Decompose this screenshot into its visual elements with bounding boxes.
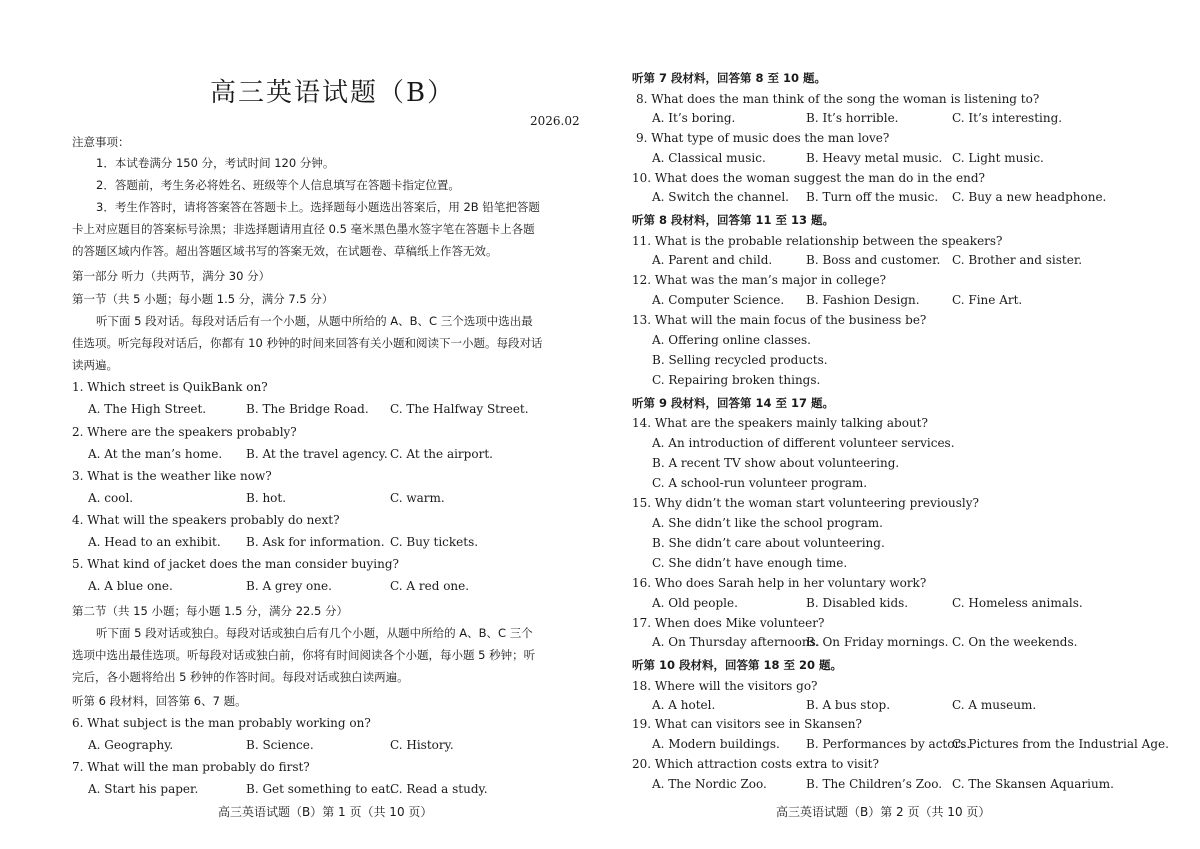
- material-10-heading: 听第 10 段材料，回答第 18 至 20 题。: [632, 658, 843, 672]
- q16-option-a: A. Old people.: [652, 596, 738, 610]
- q8-option-c: C. It’s interesting.: [952, 111, 1063, 125]
- section2-intro-1: 听下面 5 段对话或独白。每段对话或独白后有几个小题，从题中所给的 A、B、C 三个: [96, 626, 533, 640]
- q5-option-a: A. A blue one.: [88, 579, 173, 593]
- q9-option-a: A. Classical music.: [652, 151, 766, 165]
- material-7-heading: 听第 7 段材料，回答第 8 至 10 题。: [632, 71, 827, 85]
- q18-option-b: B. A bus stop.: [806, 698, 891, 712]
- q2-option-a: A. At the man’s home.: [88, 447, 223, 461]
- q1-option-b: B. The Bridge Road.: [246, 402, 369, 416]
- question-17: 17. When does Mike volunteer?: [632, 616, 825, 630]
- q3-option-a: A. cool.: [88, 491, 134, 505]
- material-6-heading: 听第 6 段材料，回答第 6、7 题。: [72, 694, 247, 708]
- q20-option-b: B. The Children’s Zoo.: [806, 777, 943, 791]
- q10-option-a: A. Switch the channel.: [652, 190, 789, 204]
- q17-option-b: B. On Friday mornings.: [806, 635, 949, 649]
- q18-option-a: A. A hotel.: [652, 698, 716, 712]
- question-16: 16. Who does Sarah help in her voluntary work?: [632, 576, 927, 590]
- section1-intro-1: 听下面 5 段对话。每段对话后有一个小题，从题中所给的 A、B、C 三个选项中选出最: [96, 314, 533, 328]
- q8-option-a: A. It’s boring.: [652, 111, 736, 125]
- question-20: 20. Which attraction costs extra to visit?: [632, 757, 879, 771]
- question-6: 6. What subject is the man probably working on?: [72, 716, 371, 730]
- q6-option-b: B. Science.: [246, 738, 314, 752]
- exam-date: 2026.02: [530, 114, 580, 128]
- q14-option-c: C. A school-run volunteer program.: [652, 476, 868, 490]
- question-3: 3. What is the weather like now?: [72, 469, 272, 483]
- q13-option-a: A. Offering online classes.: [652, 333, 811, 347]
- q2-option-c: C. At the airport.: [390, 447, 493, 461]
- section1-heading: 第一节（共 5 小题；每小题 1.5 分，满分 7.5 分）: [72, 292, 334, 306]
- q14-option-a: A. An introduction of different volunteer services.: [652, 436, 955, 450]
- q12-option-a: A. Computer Science.: [652, 293, 785, 307]
- question-15: 15. Why didn’t the woman start volunteering previously?: [632, 496, 979, 510]
- note-2: 2．答题前，考生务必将姓名、班级等个人信息填写在答题卡指定位置。: [96, 178, 460, 192]
- q14-option-b: B. A recent TV show about volunteering.: [652, 456, 900, 470]
- q11-option-c: C. Brother and sister.: [952, 253, 1083, 267]
- q3-option-b: B. hot.: [246, 491, 287, 505]
- q2-option-b: B. At the travel agency.: [246, 447, 388, 461]
- q17-option-a: A. On Thursday afternoons.: [652, 635, 820, 649]
- note-3: 3．考生作答时，请将答案答在答题卡上。选择题每小题选出答案后，用 2B 铅笔把答题: [96, 200, 540, 214]
- q19-option-c: C. Pictures from the Industrial Age.: [952, 737, 1169, 751]
- q1-option-a: A. The High Street.: [88, 402, 207, 416]
- question-2: 2. Where are the speakers probably?: [72, 425, 297, 439]
- q4-option-a: A. Head to an exhibit.: [88, 535, 221, 549]
- section2-heading: 第二节（共 15 小题；每小题 1.5 分，满分 22.5 分）: [72, 604, 348, 618]
- notes-heading: 注意事项：: [72, 135, 130, 149]
- question-7: 7. What will the man probably do first?: [72, 760, 310, 774]
- q15-option-b: B. She didn’t care about volunteering.: [652, 536, 885, 550]
- question-18: 18. Where will the visitors go?: [632, 679, 818, 693]
- q10-option-c: C. Buy a new headphone.: [952, 190, 1107, 204]
- q18-option-c: C. A museum.: [952, 698, 1037, 712]
- q7-option-c: C. Read a study.: [390, 782, 488, 796]
- question-13: 13. What will the main focus of the business be?: [632, 313, 927, 327]
- page-1-footer: 高三英语试题（B）第 1 页（共 10 页）: [218, 805, 433, 819]
- q12-option-b: B. Fashion Design.: [806, 293, 920, 307]
- q12-option-c: C. Fine Art.: [952, 293, 1023, 307]
- q4-option-b: B. Ask for information.: [246, 535, 385, 549]
- q15-option-c: C. She didn’t have enough time.: [652, 556, 848, 570]
- q20-option-a: A. The Nordic Zoo.: [652, 777, 767, 791]
- q8-option-b: B. It’s horrible.: [806, 111, 899, 125]
- q17-option-c: C. On the weekends.: [952, 635, 1078, 649]
- note-1: 1．本试卷满分 150 分，考试时间 120 分钟。: [96, 156, 335, 170]
- q20-option-c: C. The Skansen Aquarium.: [952, 777, 1114, 791]
- note-3-cont2: 的答题区域内作答。超出答题区域书写的答案无效，在试题卷、草稿纸上作答无效。: [72, 244, 498, 258]
- material-9-heading: 听第 9 段材料，回答第 14 至 17 题。: [632, 396, 835, 410]
- q10-option-b: B. Turn off the music.: [806, 190, 939, 204]
- q6-option-c: C. History.: [390, 738, 454, 752]
- question-1: 1. Which street is QuikBank on?: [72, 380, 268, 394]
- section1-intro-2: 佳选项。听完每段对话后，你都有 10 秒钟的时间来回答有关小题和阅读下一小题。每段对话: [72, 336, 543, 350]
- note-3-cont: 卡上对应题目的答案标号涂黑；非选择题请用直径 0.5 毫米黑色墨水签字笔在答题卡上各题: [72, 222, 535, 236]
- q19-option-b: B. Performances by actors.: [806, 737, 971, 751]
- q16-option-c: C. Homeless animals.: [952, 596, 1083, 610]
- question-5: 5. What kind of jacket does the man consider buying?: [72, 557, 399, 571]
- q11-option-a: A. Parent and child.: [652, 253, 773, 267]
- q6-option-a: A. Geography.: [88, 738, 174, 752]
- q13-option-b: B. Selling recycled products.: [652, 353, 828, 367]
- question-19: 19. What can visitors see in Skansen?: [632, 717, 862, 731]
- question-9: 9. What type of music does the man love?: [636, 131, 890, 145]
- q7-option-b: B. Get something to eat.: [246, 782, 395, 796]
- page-title: 高三英语试题（B）: [210, 78, 456, 108]
- page-2-footer: 高三英语试题（B）第 2 页（共 10 页）: [776, 805, 991, 819]
- question-4: 4. What will the speakers probably do next?: [72, 513, 340, 527]
- q9-option-b: B. Heavy metal music.: [806, 151, 943, 165]
- section2-intro-2: 选项中选出最佳选项。听每段对话或独白前，你将有时间阅读各个小题，每小题 5 秒钟；听: [72, 648, 536, 662]
- q15-option-a: A. She didn’t like the school program.: [652, 516, 883, 530]
- section1-intro-3: 读两遍。: [72, 358, 118, 372]
- q1-option-c: C. The Halfway Street.: [390, 402, 529, 416]
- section2-intro-3: 完后，各小题将给出 5 秒钟的作答时间。每段对话或独白读两遍。: [72, 670, 409, 684]
- q16-option-b: B. Disabled kids.: [806, 596, 909, 610]
- question-10: 10. What does the woman suggest the man do in the end?: [632, 171, 985, 185]
- q19-option-a: A. Modern buildings.: [652, 737, 780, 751]
- question-12: 12. What was the man’s major in college?: [632, 273, 887, 287]
- q5-option-c: C. A red one.: [390, 579, 470, 593]
- q9-option-c: C. Light music.: [952, 151, 1044, 165]
- question-14: 14. What are the speakers mainly talking about?: [632, 416, 928, 430]
- question-11: 11. What is the probable relationship between the speakers?: [632, 234, 1003, 248]
- q13-option-c: C. Repairing broken things.: [652, 373, 821, 387]
- q5-option-b: B. A grey one.: [246, 579, 332, 593]
- question-8: 8. What does the man think of the song the woman is listening to?: [636, 92, 1040, 106]
- q7-option-a: A. Start his paper.: [88, 782, 199, 796]
- q4-option-c: C. Buy tickets.: [390, 535, 479, 549]
- q11-option-b: B. Boss and customer.: [806, 253, 941, 267]
- material-8-heading: 听第 8 段材料，回答第 11 至 13 题。: [632, 213, 835, 227]
- part1-heading: 第一部分 听力（共两节，满分 30 分）: [72, 269, 271, 283]
- q3-option-c: C. warm.: [390, 491, 445, 505]
